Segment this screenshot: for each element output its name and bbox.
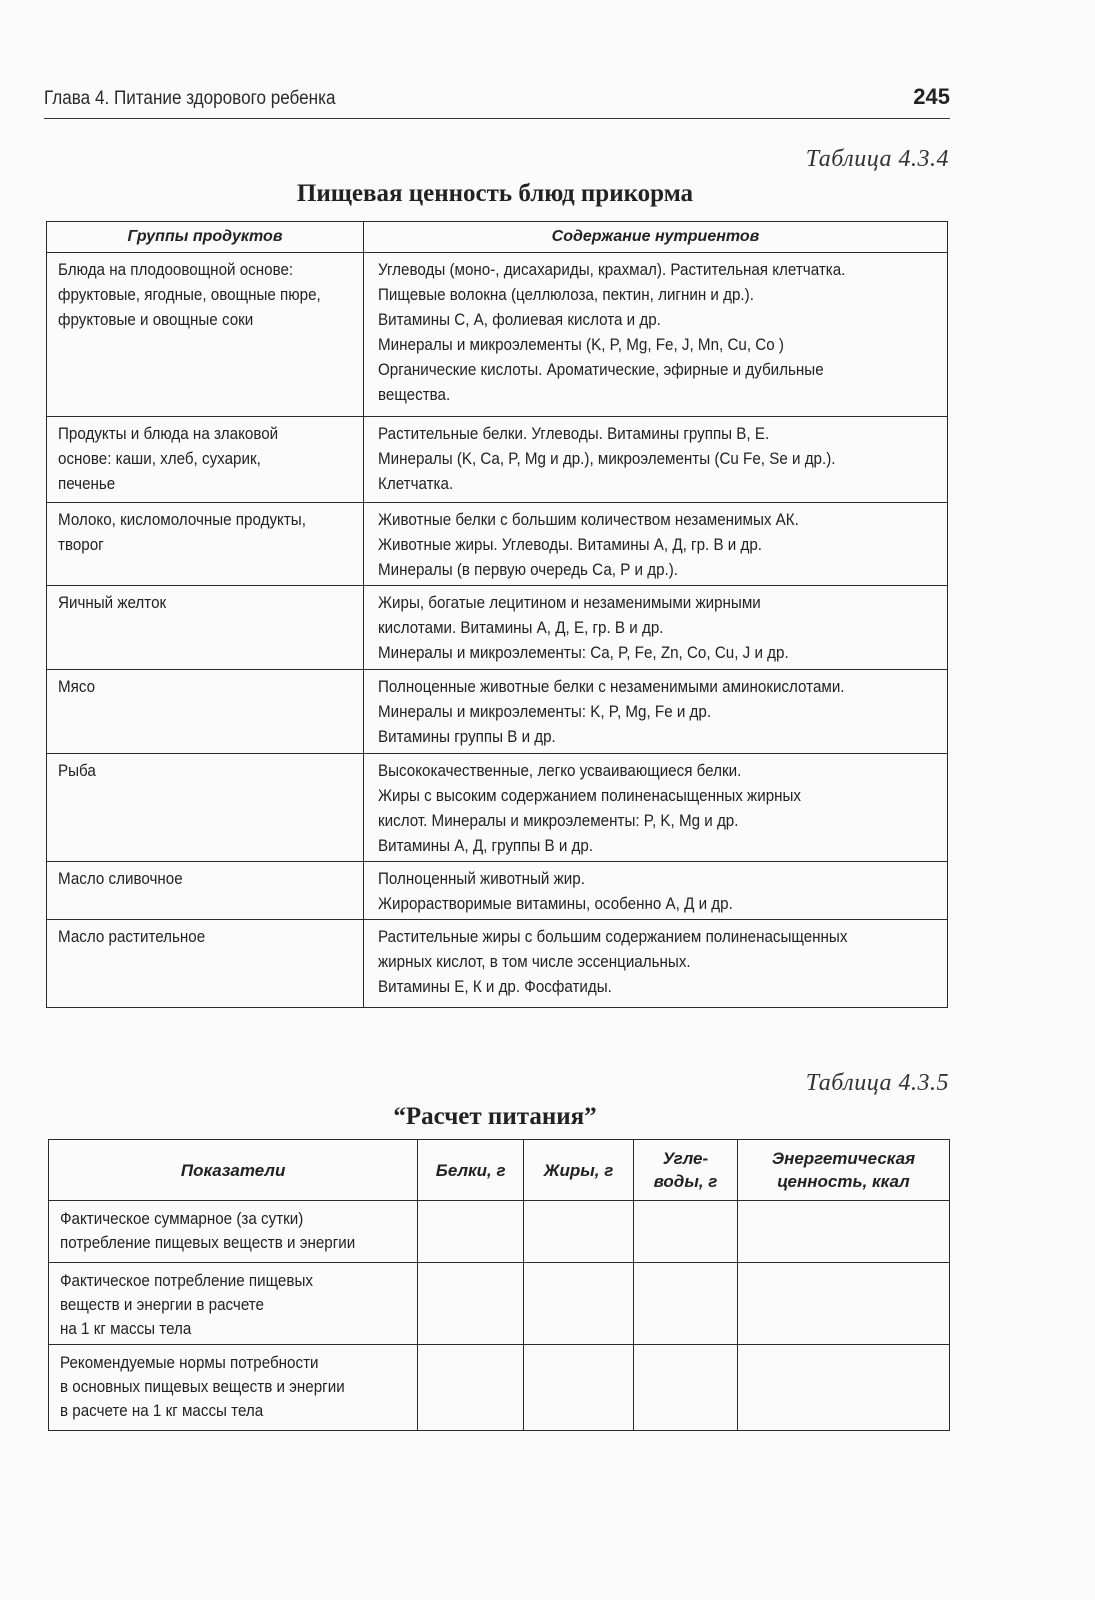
nutrition-calculation-table (48, 1139, 950, 1431)
product-group-line: фруктовые, ягодные, овощные пюре, (58, 286, 321, 304)
table-row (47, 754, 948, 862)
nutrient-line: Органические кислоты. Ароматические, эфирные и дубильные (378, 361, 824, 379)
column-header-nutrient-content: Содержание нутриентов (364, 222, 948, 253)
product-group-cell (47, 253, 364, 417)
empty-value-cell (418, 1263, 524, 1345)
empty-value-cell (524, 1201, 634, 1263)
empty-value-cell (737, 1263, 949, 1345)
product-group-line: Мясо (58, 678, 96, 696)
indicator-cell (49, 1345, 418, 1431)
nutrient-line: Витамины А, Д, группы В и др. (378, 837, 594, 855)
product-group-cell (47, 920, 364, 1008)
indicator-cell (49, 1263, 418, 1345)
empty-value-cell (418, 1345, 524, 1431)
header-line: Жиры, г (543, 1160, 614, 1180)
running-header (44, 84, 950, 119)
table-row (47, 503, 948, 586)
column-header-fats (524, 1140, 634, 1201)
nutrient-line: Полноценные животные белки с незаменимыми аминокислотами. (378, 678, 845, 696)
product-group-line: Рыба (58, 762, 96, 780)
indicator-line: в основных пищевых веществ и энергии (60, 1378, 345, 1396)
header-line: Белки, г (435, 1160, 506, 1180)
nutrient-line: Жиры, богатые лецитином и незаменимыми жирными (378, 594, 761, 612)
product-group-cell (47, 417, 364, 503)
nutrient-content-cell (364, 417, 948, 503)
product-group-line: Молоко, кисломолочные продукты, (58, 511, 306, 529)
nutrient-line: Животные белки с большим количеством незаменимых АК. (378, 511, 799, 529)
indicator-line: Рекомендуемые нормы потребности (60, 1354, 319, 1372)
product-group-line: Продукты и блюда на злаковой (58, 425, 279, 443)
product-group-cell (47, 586, 364, 670)
product-group-cell (47, 503, 364, 586)
column-header-product-groups: Группы продуктов (47, 222, 364, 253)
empty-value-cell (737, 1201, 949, 1263)
nutrient-content-cell (364, 586, 948, 670)
product-group-line: печенье (58, 475, 116, 493)
column-header-energy-value (737, 1140, 949, 1201)
table-435-title: “Расчет питания” (393, 1103, 597, 1130)
column-header-indicators (49, 1140, 418, 1201)
nutrient-line: Витамины Е, К и др. Фосфатиды. (378, 978, 612, 996)
header-line: Угле- (662, 1149, 709, 1168)
nutrient-line: Жирорастворимые витамины, особенно А, Д и др. (378, 895, 733, 913)
nutrient-line: вещества. (378, 386, 451, 404)
nutrient-line: Углеводы (моно-, дисахариды, крахмал). Растительная клетчатка. (378, 261, 846, 279)
product-group-line: Масло сливочное (58, 870, 183, 888)
table-row (49, 1345, 950, 1431)
product-group-cell (47, 754, 364, 862)
nutrient-line: Минералы и микроэлементы: K, P, Mg, Fe и др. (378, 703, 712, 721)
product-group-cell (47, 670, 364, 754)
table-row (47, 417, 948, 503)
table-row (47, 670, 948, 754)
table-header-row (47, 222, 948, 253)
table-row (47, 253, 948, 417)
column-header-carbohydrates (634, 1140, 738, 1201)
header-line: Показатели (180, 1160, 286, 1180)
nutrient-line: Жиры с высоким содержанием полиненасыщенных жирных (378, 787, 802, 805)
product-group-line: Блюда на плодоовощной основе: (58, 261, 294, 279)
product-group-line: Яичный желток (58, 594, 167, 612)
nutrient-line: Растительные белки. Углеводы. Витамины группы В, Е. (378, 425, 770, 443)
indicator-line: Фактическое суммарное (за сутки) (60, 1210, 304, 1228)
empty-value-cell (634, 1345, 738, 1431)
table-row (49, 1201, 950, 1263)
nutrient-line: Минералы и микроэлементы (K, P, Mg, Fe, J, Mn, Cu, Co ) (378, 336, 784, 354)
table-row (47, 920, 948, 1008)
nutrient-line: Витамины группы В и др. (378, 728, 556, 746)
nutrient-line: Пищевые волокна (целлюлоза, пектин, лигнин и др.). (378, 286, 754, 304)
nutrient-line: Растительные жиры с большим содержанием полиненасыщенных (378, 928, 848, 946)
header-line: ценность, ккал (777, 1172, 910, 1191)
empty-value-cell (524, 1263, 634, 1345)
nutrient-line: Минералы и микроэлементы: Ca, P, Fe, Zn, Co, Cu, J и др. (378, 644, 789, 662)
nutrient-line: Полноценный животный жир. (378, 870, 585, 888)
column-header-proteins (418, 1140, 524, 1201)
nutrient-line: Высококачественные, легко усваивающиеся белки. (378, 762, 742, 780)
product-group-cell (47, 862, 364, 920)
nutrient-content-cell (364, 253, 948, 417)
indicator-line: в расчете на 1 кг массы тела (60, 1402, 264, 1420)
table-row (47, 586, 948, 670)
table-434-label: Таблица 4.3.4 (805, 146, 949, 172)
indicator-line: Фактическое потребление пищевых (60, 1272, 313, 1290)
table-row (47, 862, 948, 920)
nutrient-line: Минералы (K, Ca, P, Mg и др.), микроэлементы (Cu Fe, Se и др.). (378, 450, 836, 468)
table-row (49, 1263, 950, 1345)
empty-value-cell (634, 1201, 738, 1263)
table-header-row (49, 1140, 950, 1201)
empty-value-cell (524, 1345, 634, 1431)
nutrient-content-cell (364, 920, 948, 1008)
nutrient-content-cell (364, 503, 948, 586)
indicator-cell (49, 1201, 418, 1263)
nutrient-content-cell (364, 754, 948, 862)
chapter-title: Глава 4. Питание здорового ребенка (44, 88, 336, 109)
nutrient-line: кислотами. Витамины А, Д, Е, гр. В и др. (378, 619, 664, 637)
nutrient-content-cell (364, 670, 948, 754)
nutrient-line: Витамины С, А, фолиевая кислота и др. (378, 311, 661, 329)
empty-value-cell (737, 1345, 949, 1431)
nutrient-line: кислот. Минералы и микроэлементы: P, K, Mg и др. (378, 812, 739, 830)
header-line: Энергетическая (771, 1149, 916, 1168)
page-number: 245 (913, 84, 950, 109)
empty-value-cell (634, 1263, 738, 1345)
product-group-line: фруктовые и овощные соки (58, 311, 254, 329)
nutrient-content-cell (364, 862, 948, 920)
table-435-label: Таблица 4.3.5 (805, 1070, 949, 1096)
indicator-line: на 1 кг массы тела (60, 1320, 192, 1338)
nutritional-value-table (46, 221, 948, 1008)
table-434-title: Пищевая ценность блюд прикорма (296, 180, 694, 207)
indicator-line: потребление пищевых веществ и энергии (60, 1234, 356, 1252)
nutrient-line: Клетчатка. (378, 475, 454, 493)
product-group-line: Масло растительное (58, 928, 206, 946)
nutrient-line: Минералы (в первую очередь Са, Р и др.). (378, 561, 679, 579)
product-group-line: творог (58, 536, 104, 554)
product-group-line: основе: каши, хлеб, сухарик, (58, 450, 261, 468)
nutrient-line: Животные жиры. Углеводы. Витамины А, Д, гр. В и др. (378, 536, 762, 554)
empty-value-cell (418, 1201, 524, 1263)
nutrient-line: жирных кислот, в том числе эссенциальных. (378, 953, 691, 971)
header-line: воды, г (653, 1172, 718, 1191)
indicator-line: веществ и энергии в расчете (60, 1296, 265, 1314)
